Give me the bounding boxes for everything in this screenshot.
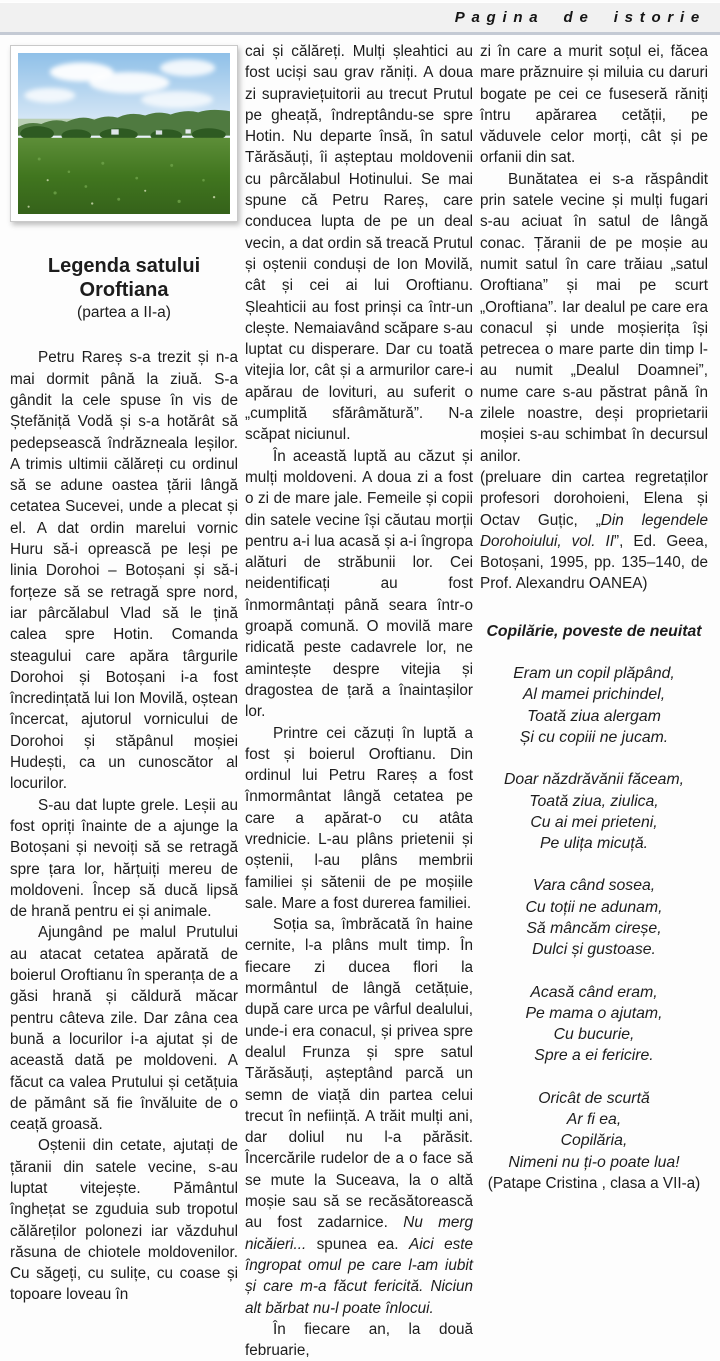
poem-line: Să mâncăm cireșe, — [526, 919, 662, 937]
credit-pre: (preluare din cartea regretaților profesori dorohoieni, Elena și Octav Guțic, „ — [480, 468, 708, 529]
landscape-photo-image — [18, 53, 230, 214]
col3-paragraph-1: zi în care a murit soțul ei, făcea mare prăznuire și miluia cu daruri bogate pe cei ce fuseseră răniți întru apărarea cetății, pe văduvele celor morți, cât și pe orfanii din sat. — [480, 43, 708, 167]
poem-line: Vara când sosea, — [532, 877, 656, 895]
poem-stanza-5 — [480, 1088, 708, 1194]
poem-line: Pe ulița micuță. — [540, 835, 648, 853]
poem-line: Al mamei prichindel, — [522, 686, 666, 704]
col2-paragraph-4 — [245, 914, 473, 1319]
poem-stanza-1 — [480, 663, 708, 748]
credit-post: ”, Ed. Geea, Botoșani, 1995, pp. 135–140, de Prof. Alexandru OANEA) — [480, 532, 708, 593]
poem-line: Doar năzdrăvănii făceam, — [504, 771, 684, 789]
col2-paragraph-5: În fiecare an, la două februarie, — [245, 1320, 473, 1360]
poem-stanza-4 — [480, 982, 708, 1067]
col2-p4-quote-2: Aici este îngropat omul pe care l-am iubit și care m-a făcut fericită. Niciun alt bărbat nu-l poate înlocui. — [245, 1235, 474, 1317]
col2-paragraph-3: Printre cei căzuți în luptă a fost și boierul Oroftianu. Din ordinul lui Petru Rareș a fost înmormântat lângă cetatea pe care a apărat-o cu atâta vrednicie. L-au plâns prietenii și oștenii, l-au plâns membrii familiei și sătenii de pe moșiile sale. Mare a fost durerea familiei. — [245, 724, 473, 912]
source-credit — [480, 467, 708, 595]
header-bar — [0, 2, 720, 32]
col2-p4-quote-1: Nu merg nicăieri... — [245, 1214, 474, 1253]
article-title: Legenda satului Oroftiana — [47, 255, 201, 302]
poem-line: Cu ai mei prieteni, — [530, 813, 658, 831]
col2-paragraph-1: cai și călăreți. Mulți șleahtici au fost uciși sau grav răniți. A doua zi supraviețuitorii au trecut Prutul pe gheață, îndreptându-se spre Hotin. Nu departe însă, în satul Tărăsăuți, îi așteptau moldovenii cu pârcălabul Hotinului. Se mai spune că Petru Rareș, care conducea lupta de pe un deal vecin, a dat ordin să treacă Prutul și oștenii conduși de Ion Movilă, cât și cei ai lui Oroftianu. Șleahticii au fost prinși ca într-un clește. Nemaiavând scăpare s-au luptat cu disperare. Dar cu toată vitejia lor, cât și a armurilor care-i apărau de lovituri, au suferit o „cumplită sfărâmătură”. N-a scăpat niciunul. — [245, 43, 473, 444]
col2-paragraph-2: În această luptă au căzut și mulți moldoveni. A doua zi a fost o zi de mare jale. Femeile și copii din satele vecine își căutau morții pentru a-i lua acasă și a-i îngropa alături de străbunii lor. Cei neidentificați au fost înmormântați până seara într-o groapă comună. O movilă mare ridicată peste cadavrele lor, ne amintește despre vitejia și dragostea de țară a înaintașilor lor. — [245, 447, 473, 721]
col3-paragraph-2: Bunătatea ei s-a răspândit prin satele vecine și mulți fugari s-au aciuat în satul de lângă conac. Țăranii de pe moșie au numit satul în care trăiau „satul Oroftiana” și mai pe scurt „Oroftiana”. Iar dealul pe care era conacul și unde moșierița își petrecea o mare parte din timp l-au numit „Dealul Doamnei”, nume care s-au păstrat până în zilele noastre, deși proprietarii moșiei s-au schimbat în decursul anilor. — [480, 170, 708, 465]
poem-line: Oricât de scurtă — [538, 1089, 650, 1107]
header-divider — [0, 32, 720, 35]
poem-line: Pe mama o ajutam, — [525, 1004, 663, 1022]
page-header-title: Pagina de istorie — [454, 9, 706, 26]
column-1 — [10, 41, 238, 1361]
col1-paragraph-1: Petru Rareș s-a trezit și n-a mai dormit până la ziuă. S-a gândit la cele spuse în vis de Ștefăniță Vodă și s-a hotărât să pedepsească îndrăzneala leșilor. A trimis ultimii călăreți cu ordinul să se adune oastea țării lângă cetatea Sucevei, unde a plecat și el. A dat ordin marelui vornic Huru să-i oprească pe leși pe linia Dorohoi – Botoșani și să-i forțeze să se retragă spre nord, iar pârcălabul Vlad să le țină calea spre Hotin. Comanda steagului care apăra târgurile Dorohoi și Botoșani i-a fost încredințată lui Ion Movilă, oștean încercat, ajutorul vornicului de Dorohoi și stăpânul moșiei Hudești, ca un cunoscător al locurilor. — [10, 349, 238, 793]
col1-paragraph-4: Oștenii din cetate, ajutați de țăranii din satele vecine, s-au luptat vitejește. Pământul înghețat se zguduia sub tropotul călăreților polonezi iar văzduhul răsuna de chiotele moldovenilor. Cu săgeți, cu sulițe, cu coase și topoare loveau în — [10, 1137, 238, 1304]
poem-title: Copilărie, poveste de neuitat — [486, 622, 702, 640]
page-body — [0, 41, 720, 1361]
poem-line: Copilăria, — [560, 1132, 628, 1150]
column-2 — [245, 41, 473, 1361]
poem-line: Toată ziua, ziulica, — [529, 792, 659, 810]
poem-stanza-2 — [480, 769, 708, 854]
landscape-photo — [10, 45, 238, 222]
poem-line: Cu toții ne adunam, — [525, 898, 663, 916]
col1-paragraph-3: Ajungând pe malul Prutului au atacat cetatea apărată de boierul Oroftianu în speranța de a găsi hrană și căldură măcar pentru câteva zile. Dar zâna cea bună a locurilor i-a ajutat și de această dată pe moldoveni. A făcut ca valea Prutului și cetățuia de pământ să fie învăluite de o ceață groasă. — [10, 924, 238, 1134]
poem-line: Eram un copil plăpând, — [513, 665, 675, 683]
col2-p4-said: spunea ea. — [306, 1235, 409, 1253]
poem-stanza-3 — [480, 875, 708, 960]
column-3 — [480, 41, 708, 1361]
article-subtitle: (partea a II-a) — [77, 304, 171, 322]
poem-line: Cu bucurie, — [553, 1026, 635, 1044]
poem-line: Dulci și gustoase. — [532, 941, 656, 959]
col2-p4-regular: Soția sa, îmbrăcată în haine cernite, l-a plâns mult timp. În fiecare zi ducea flori la mormântul de lângă cetățuie, după care urca pe vârful dealului, unde-i era conacul, și privea spre dealul Frunza și spre satul Tărăsăuți, așteptând parcă un semn de viață din partea celui trecut în neființă. A trăit mulți ani, dar doliul nu l-a părăsit. Încercările rudelor de a o face să se mute la Suceava, la o altă moșie sau să se recăsătorească au fost zadarnice. — [245, 916, 473, 1232]
poem-line: Ar fi ea, — [566, 1111, 622, 1129]
poem-line: Acasă când eram, — [530, 983, 658, 1001]
poem-line: Nimeni nu ți-o poate lua! — [508, 1153, 680, 1171]
poem-attribution: (Patape Cristina , clasa a VII-a) — [487, 1174, 701, 1192]
poem-line: Și cu copiii ne jucam. — [519, 728, 669, 746]
poem-line: Toată ziua alergam — [527, 707, 661, 725]
col1-paragraph-2: S-au dat lupte grele. Leșii au fost opriți înainte de a ajunge la Botoșani și nevoiți să se retragă spre țara lor, hărțuiți mereu de moldoveni. Încep să ducă lipsă de hrană pentru ei și animale. — [10, 796, 238, 921]
credit-book-title: Din legendele Dorohoiului, vol. II — [480, 511, 708, 550]
poem-line: Spre a ei fericire. — [534, 1047, 654, 1065]
